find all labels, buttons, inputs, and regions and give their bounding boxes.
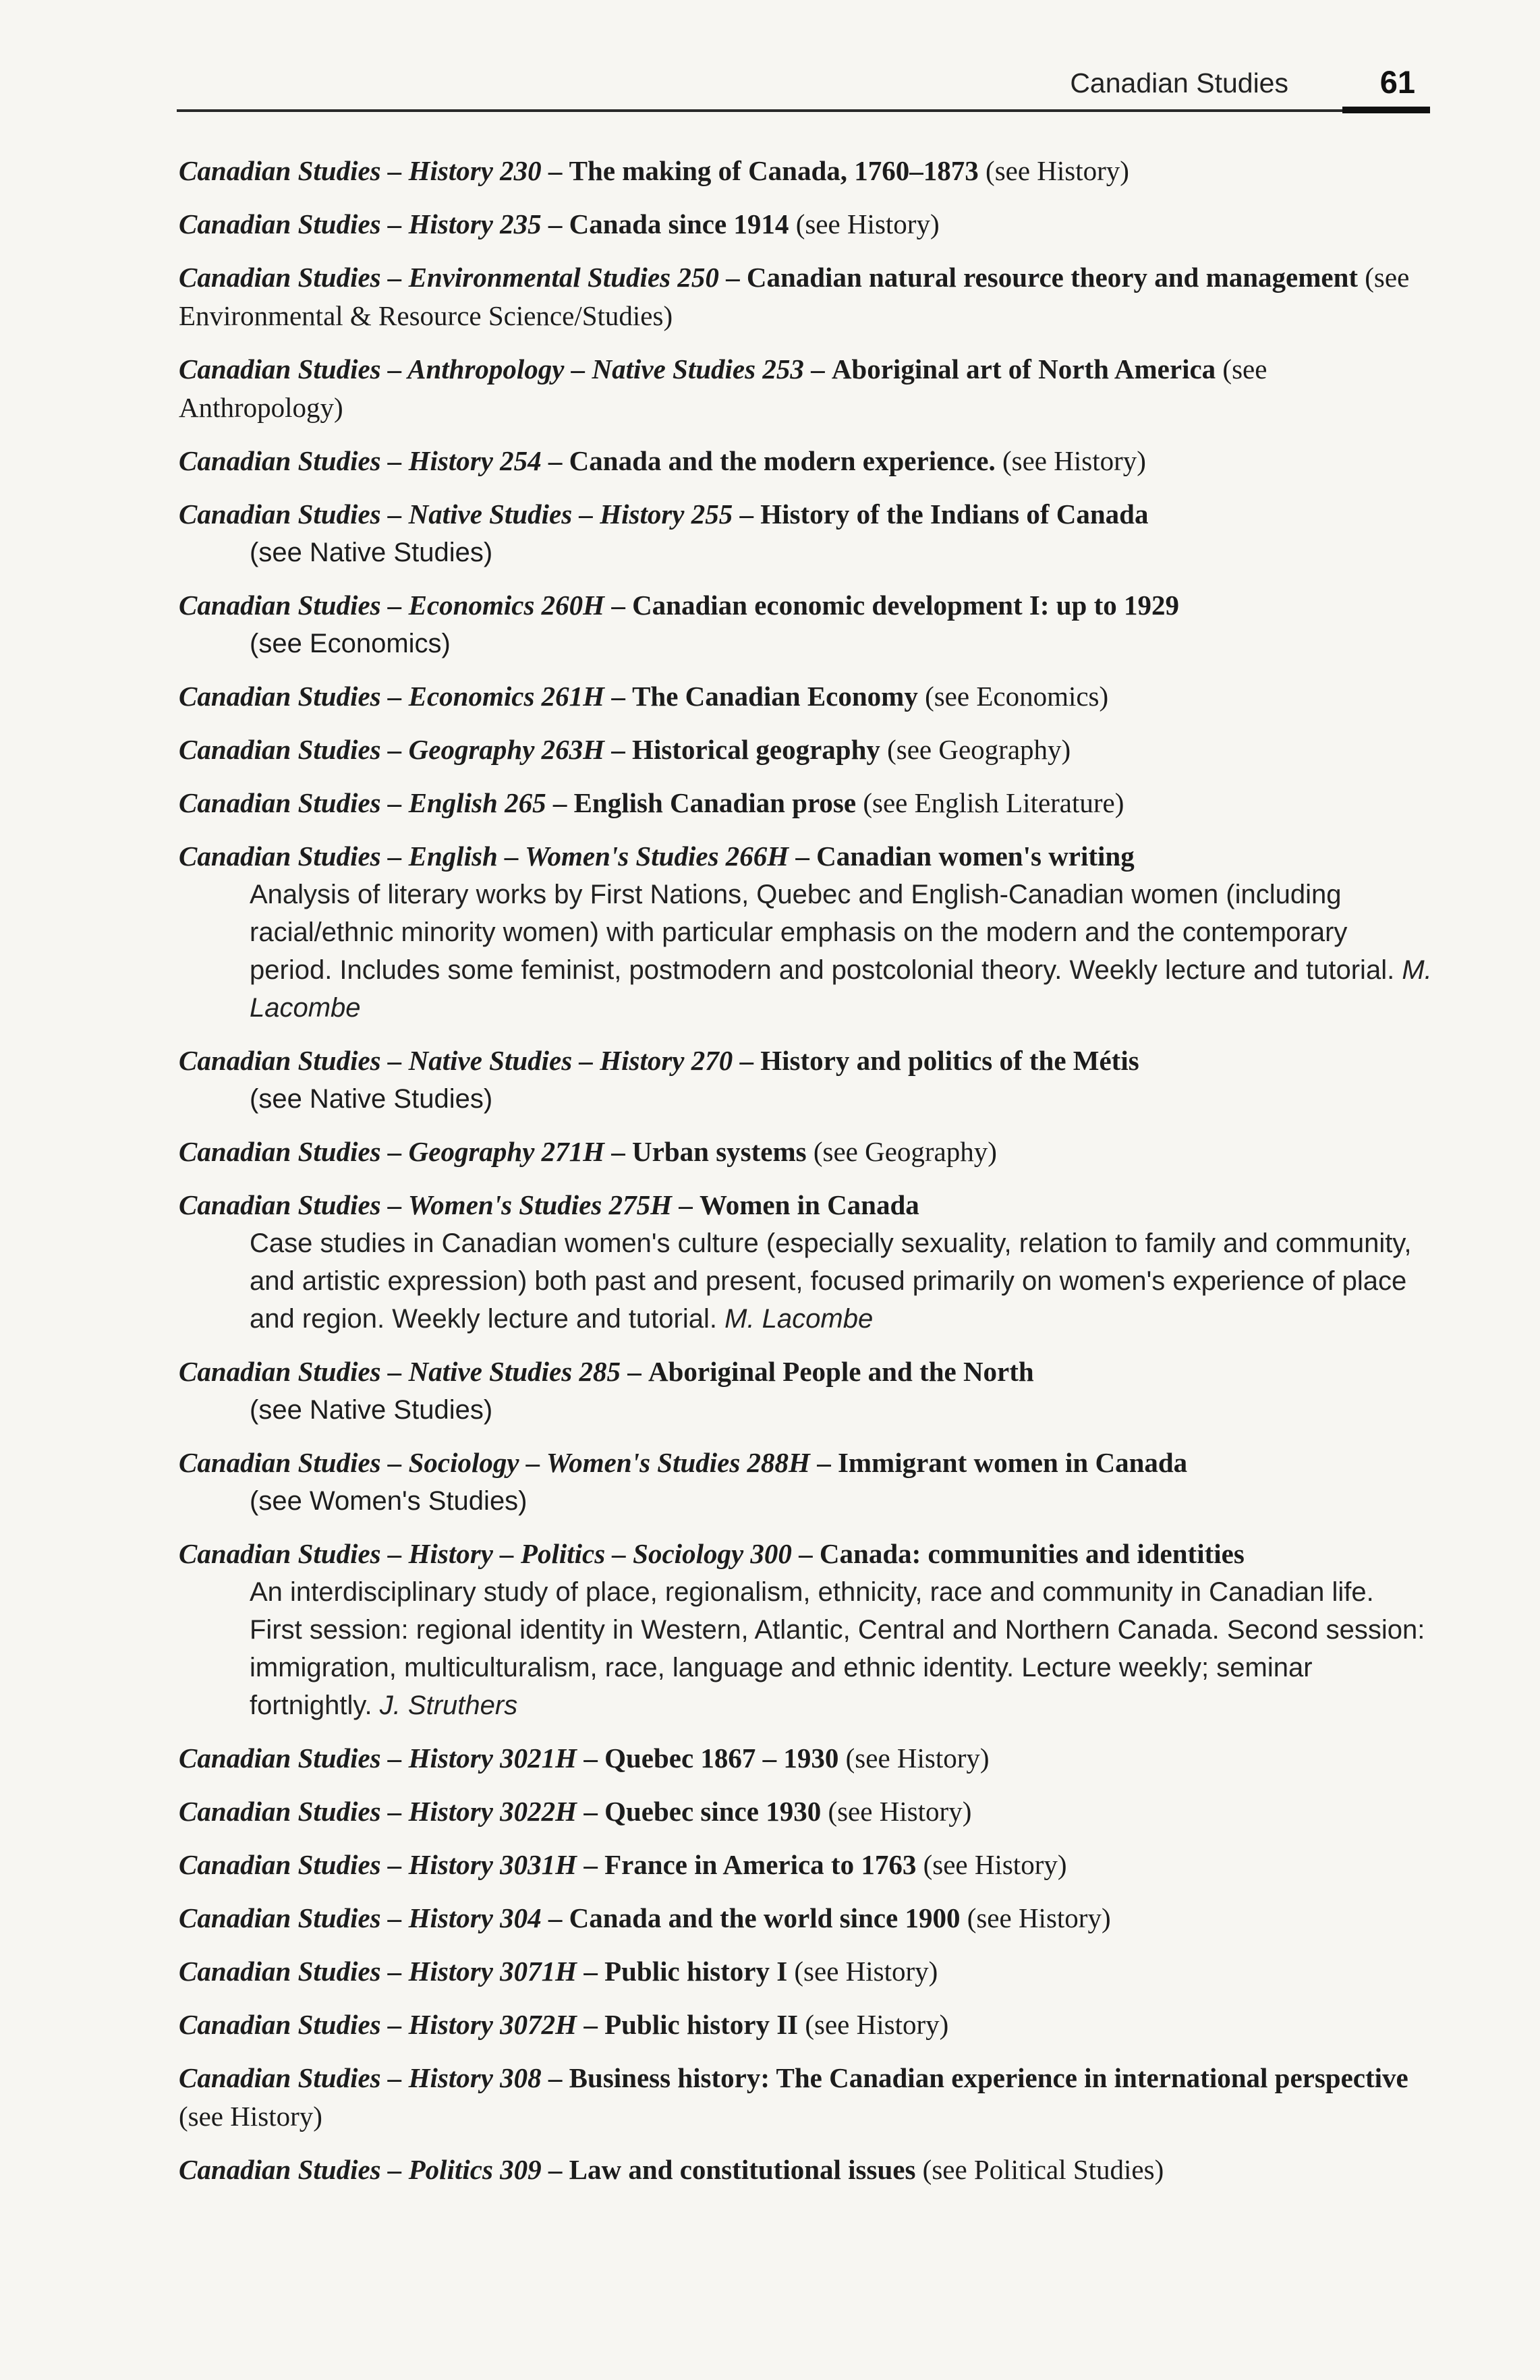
course-code: Canadian Studies – History 304 — [179, 1902, 542, 1933]
course-code: Canadian Studies – History 3071H — [179, 1956, 577, 1987]
course-entry: Canadian Studies – History 3022H – Quebec since 1930 (see History) — [179, 1796, 972, 1827]
course-entry: Canadian Studies – Economics 260H – Canadian economic development I: up to 1929 (see Economics) — [179, 586, 1433, 662]
cross-reference: (see History) — [805, 2009, 949, 2040]
course-entry: Canadian Studies – History 230 – The making of Canada, 1760–1873 (see History) — [179, 155, 1129, 186]
cross-reference: (see Geography) — [887, 734, 1071, 765]
course-code: Canadian Studies – English – Women's Studies 266H — [179, 841, 789, 872]
course-entry: Canadian Studies – English – Women's Studies 266H – Canadian women's writing Analysis of literary works by First Nations, Quebec and English-Canadian women (including racial/ethnic minority women) with particular emphasis on the modern and the contemporary period. Includes some feminist, postmodern and postcolonial theory. Weekly lecture and tutorial. M. Lacombe — [179, 837, 1433, 1027]
course-title: Canadian natural resource theory and management — [746, 262, 1359, 293]
course-title: The making of Canada, 1760–1873 — [569, 155, 979, 186]
course-entry: Canadian Studies – Environmental Studies 250 – Canadian natural resource theory and management (see Environmental & Resource Science/Studies) — [179, 262, 1410, 331]
course-entry: Canadian Studies – Politics 309 – Law and constitutional issues (see Political Studies) — [179, 2154, 1164, 2185]
course-code: Canadian Studies – History 235 — [179, 208, 542, 239]
cross-reference: (see History) — [794, 1956, 938, 1987]
cross-reference: (see Native Studies) — [250, 538, 493, 567]
course-title: Public history I — [604, 1956, 788, 1987]
cross-reference: (see English Literature) — [863, 787, 1124, 818]
course-entry: Canadian Studies – History 254 – Canada and the modern experience. (see History) — [179, 445, 1146, 476]
course-title: Women in Canada — [699, 1189, 919, 1220]
course-title: Law and constitutional issues — [569, 2154, 916, 2185]
course-title: Canadian women's writing — [816, 841, 1135, 872]
course-code: Canadian Studies – Geography 263H — [179, 734, 605, 765]
cross-reference: (see History) — [986, 155, 1129, 186]
course-entry: Canadian Studies – History 308 – Business history: The Canadian experience in international perspective (see History) — [179, 2062, 1408, 2132]
course-entry: Canadian Studies – Anthropology – Native Studies 253 – Aboriginal art of North America (see Anthropology) — [179, 353, 1267, 423]
course-code: Canadian Studies – Politics 309 — [179, 2154, 542, 2185]
cross-reference: (see Economics) — [925, 681, 1109, 712]
course-title: Quebec since 1930 — [604, 1796, 822, 1827]
course-description: Case studies in Canadian women's culture (especially sexuality, relation to family and community, and artistic expression) both past and present, focused primarily on women's experience of place and region. Weekly lecture and tutorial. M. Lacombe — [250, 1228, 1412, 1334]
course-title: Canada and the modern experience. — [569, 445, 996, 476]
course-title: History of the Indians of Canada — [760, 499, 1149, 530]
cross-reference: (see Native Studies) — [250, 1395, 493, 1425]
course-code: Canadian Studies – Environmental Studies 250 — [179, 262, 719, 293]
running-header-title: Canadian Studies — [1070, 67, 1288, 98]
cross-reference: (see History) — [1002, 445, 1146, 476]
course-entry: Canadian Studies – History – Politics – Sociology 300 – Canada: communities and identities An interdisciplinary study of place, regionalism, ethnicity, race and community in Canadian life. First session: regional identity in Western, Atlantic, Central and Northern Canada. Second session: immigration, multiculturalism, race, language and ethnic identity. Lecture weekly; seminar fortnightly. J. Struthers — [179, 1535, 1433, 1724]
course-title: Aboriginal art of North America — [831, 353, 1216, 385]
instructor: M. Lacombe — [724, 1304, 874, 1334]
course-title: Quebec 1867 – 1930 — [604, 1743, 839, 1774]
course-title: Aboriginal People and the North — [648, 1356, 1034, 1387]
course-entry: Canadian Studies – Sociology – Women's Studies 288H – Immigrant women in Canada (see Women's Studies) — [179, 1444, 1433, 1520]
course-code: Canadian Studies – Native Studies – History 270 — [179, 1045, 733, 1076]
course-entry: Canadian Studies – History 235 – Canada since 1914 (see History) — [179, 208, 940, 239]
course-code: Canadian Studies – Economics 260H — [179, 590, 605, 621]
course-code: Canadian Studies – Native Studies – History 255 — [179, 499, 733, 530]
course-title: Canada and the world since 1900 — [569, 1902, 961, 1933]
course-code: Canadian Studies – Economics 261H — [179, 681, 605, 712]
course-code: Canadian Studies – Women's Studies 275H — [179, 1189, 672, 1220]
course-entry: Canadian Studies – Native Studies – History 255 – History of the Indians of Canada (see Native Studies) — [179, 495, 1433, 571]
course-entry: Canadian Studies – Geography 263H – Historical geography (see Geography) — [179, 734, 1071, 765]
course-code: Canadian Studies – Sociology – Women's Studies 288H — [179, 1447, 810, 1478]
course-code: Canadian Studies – English 265 — [179, 787, 546, 818]
cross-reference: (see Economics) — [250, 629, 451, 658]
page-number: 61 — [1379, 64, 1415, 100]
course-code: Canadian Studies – Geography 271H — [179, 1136, 605, 1167]
course-entry: Canadian Studies – History 3021H – Quebec 1867 – 1930 (see History) — [179, 1743, 990, 1774]
course-entry: Canadian Studies – Women's Studies 275H – Women in Canada Case studies in Canadian women's culture (especially sexuality, relation to family and community, and artistic expression) both past and present, focused primarily on women's experience of place and region. Weekly lecture and tutorial. M. Lacombe — [179, 1186, 1433, 1338]
header-rule — [177, 109, 1430, 112]
course-code: Canadian Studies – History 230 — [179, 155, 542, 186]
cross-reference: (see Women's Studies) — [250, 1486, 527, 1516]
course-code: Canadian Studies – History 3021H — [179, 1743, 577, 1774]
course-entry: Canadian Studies – History 3071H – Public history I (see History) — [179, 1956, 938, 1987]
course-entry: Canadian Studies – Native Studies 285 – Aboriginal People and the North (see Native Studies) — [179, 1353, 1433, 1429]
course-title: History and politics of the Métis — [760, 1045, 1139, 1076]
course-entry: Canadian Studies – Geography 271H – Urban systems (see Geography) — [179, 1136, 997, 1167]
cross-reference: (see History) — [179, 2101, 322, 2132]
cross-reference: (see History) — [923, 1849, 1067, 1880]
header-rule-accent — [1342, 107, 1430, 113]
course-code: Canadian Studies – History 254 — [179, 445, 542, 476]
course-title: Urban systems — [632, 1136, 807, 1167]
course-code: Canadian Studies – History 3031H — [179, 1849, 577, 1880]
course-title: Canadian economic development I: up to 1929 — [632, 590, 1179, 621]
course-title: Business history: The Canadian experience in international perspective — [569, 2062, 1408, 2093]
course-title: Public history II — [604, 2009, 799, 2040]
instructor: J. Struthers — [379, 1691, 518, 1720]
cross-reference: (see Political Studies) — [922, 2154, 1164, 2185]
course-title: Historical geography — [632, 734, 880, 765]
course-title: English Canadian prose — [573, 787, 857, 818]
course-code: Canadian Studies – History – Politics – Sociology 300 — [179, 1538, 792, 1569]
course-code: Canadian Studies – History 3022H — [179, 1796, 577, 1827]
page-header — [177, 59, 1430, 113]
cross-reference: (see Native Studies) — [250, 1084, 493, 1114]
course-title: France in America to 1763 — [604, 1849, 917, 1880]
cross-reference: (see History) — [828, 1796, 972, 1827]
course-entry: Canadian Studies – History 304 – Canada and the world since 1900 (see History) — [179, 1902, 1111, 1933]
course-code: Canadian Studies – History 308 — [179, 2062, 542, 2093]
course-entry: Canadian Studies – History 3072H – Public history II (see History) — [179, 2009, 949, 2040]
course-title: Canada: communities and identities — [819, 1538, 1245, 1569]
cross-reference: (see History) — [795, 208, 940, 239]
course-code: Canadian Studies – History 3072H — [179, 2009, 577, 2040]
course-description: An interdisciplinary study of place, regionalism, ethnicity, race and community in Canadian life. First session: regional identity in Western, Atlantic, Central and Northern Canada. Second session: immigration, multiculturalism, race, language and ethnic identity. Lecture weekly; seminar fortnightly. J. Struthers — [250, 1577, 1425, 1720]
course-title: Canada since 1914 — [569, 208, 789, 239]
course-entry: Canadian Studies – Economics 261H – The Canadian Economy (see Economics) — [179, 681, 1109, 712]
course-code: Canadian Studies – Native Studies 285 — [179, 1356, 621, 1387]
course-entry: Canadian Studies – Native Studies – History 270 – History and politics of the Métis (see Native Studies) — [179, 1042, 1433, 1118]
course-listing — [179, 152, 1433, 2204]
course-description: Analysis of literary works by First Nations, Quebec and English-Canadian women (including racial/ethnic minority women) with particular emphasis on the modern and the contemporary period. Includes some feminist, postmodern and postcolonial theory. Weekly lecture and tutorial. M. Lacombe — [250, 880, 1432, 1023]
cross-reference: (see Anthropology) — [179, 353, 1267, 423]
cross-reference: (see Geography) — [813, 1136, 997, 1167]
course-entry: Canadian Studies – History 3031H – France in America to 1763 (see History) — [179, 1849, 1067, 1880]
course-entry: Canadian Studies – English 265 – English Canadian prose (see English Literature) — [179, 787, 1124, 818]
cross-reference: (see History) — [967, 1902, 1111, 1933]
course-title: The Canadian Economy — [632, 681, 918, 712]
course-title: Immigrant women in Canada — [837, 1447, 1188, 1478]
instructor: M. Lacombe — [250, 955, 1432, 1023]
cross-reference: (see History) — [845, 1743, 990, 1774]
course-code: Canadian Studies – Anthropology – Native Studies 253 — [179, 353, 804, 385]
cross-reference: (see Environmental & Resource Science/Studies) — [179, 262, 1410, 331]
